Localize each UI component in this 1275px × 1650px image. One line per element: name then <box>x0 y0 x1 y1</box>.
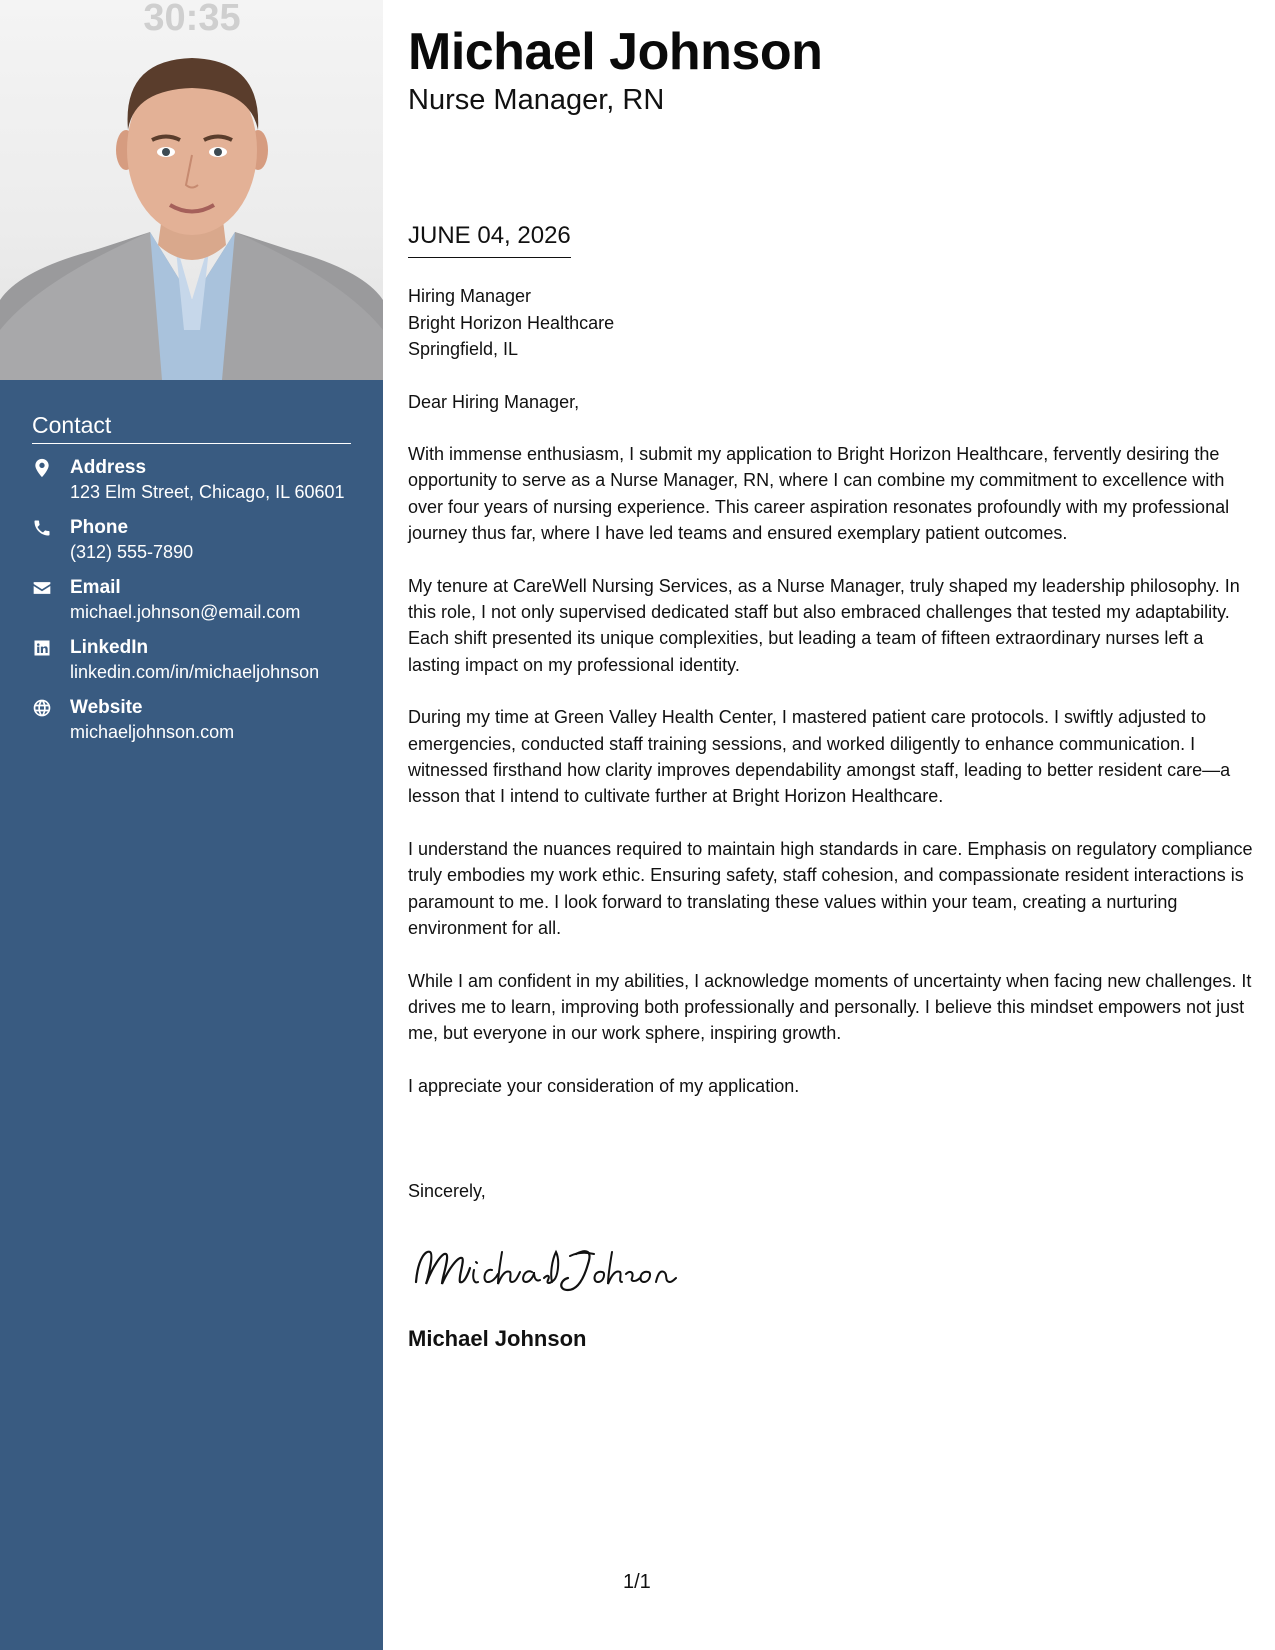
linkedin-value: linkedin.com/in/michaeljohnson <box>70 662 320 682</box>
contact-phone <box>32 516 351 564</box>
contact-linkedin <box>32 636 351 684</box>
profile-photo <box>0 0 383 380</box>
recipient-title: Hiring Manager <box>408 286 532 306</box>
globe-icon <box>32 696 70 718</box>
contact-website <box>32 696 351 744</box>
body-paragraph: While I am confident in my abilities, I acknowledge moments of uncertainty when facing new challenges. It drives me to learn, improving both professionally and personally. I believe this mindset empowers not just me, but everyone in our work sphere, inspiring growth. <box>408 970 1252 1044</box>
address-value: 123 Elm Street, Chicago, IL 60601 <box>70 482 345 502</box>
handwritten-signature <box>408 1238 678 1303</box>
map-pin-icon <box>32 456 70 478</box>
linkedin-label: LinkedIn <box>70 637 149 658</box>
email-value: michael.johnson@email.com <box>70 602 301 622</box>
applicant-name: Michael Johnson <box>408 23 823 81</box>
body-paragraph: My tenure at CareWell Nursing Services, as a Nurse Manager, truly shaped my leadership philosophy. In this role, I not only supervised dedicated staff but also embraced challenges that tested my adaptability. Each shift presented its unique complexities, but leading a team of fifteen extraordinary nurses left a lasting impact on my professional identity. <box>408 575 1240 675</box>
applicant-role: Nurse Manager, RN <box>408 84 665 116</box>
phone-value: (312) 555-7890 <box>70 542 194 562</box>
body-paragraph: I appreciate your consideration of my application. <box>408 1075 800 1096</box>
recipient-location: Springfield, IL <box>408 339 519 359</box>
body-paragraph: During my time at Green Valley Health Center, I mastered patient care protocols. I swiftly adjusted to emergencies, conducted staff training sessions, and worked diligently to enhance communication. I witnessed firsthand how clarity improves dependability amongst staff, leading to better resident care—a lesson that I intend to cultivate further at Bright Horizon Healthcare. <box>408 707 1231 807</box>
address-label: Address <box>70 457 147 478</box>
contact-heading: Contact <box>32 412 351 444</box>
recipient-block <box>408 283 614 363</box>
body-paragraph: I understand the nuances required to maintain high standards in care. Emphasis on regulatory compliance truly embodies my work ethic. Ensuring safety, staff cohesion, and compassionate resident interactions is paramount to me. I look forward to translating these values within your team, creating a nurturing environment for all. <box>408 838 1253 939</box>
signer-name: Michael Johnson <box>408 1326 587 1351</box>
contact-address <box>32 456 351 504</box>
page-number: 1/1 <box>623 1571 651 1593</box>
letter-date: JUNE 04, 2026 <box>408 222 571 258</box>
phone-label: Phone <box>70 517 129 538</box>
photo-overlay-time: 30:35 <box>143 0 241 39</box>
contact-email <box>32 576 351 624</box>
email-label: Email <box>70 577 121 598</box>
website-value: michaeljohnson.com <box>70 722 235 742</box>
envelope-icon <box>32 576 70 598</box>
linkedin-icon <box>32 636 70 658</box>
phone-icon <box>32 516 70 538</box>
contact-section <box>32 412 351 756</box>
body-paragraph: With immense enthusiasm, I submit my application to Bright Horizon Healthcare, fervently desiring the opportunity to serve as a Nurse Manager, RN, where I can combine my commitment to excellence with over four years of nursing experience. This career aspiration resonates profoundly with my professional journey thus far, where I have led teams and ensured exemplary patient outcomes. <box>408 444 1230 544</box>
closing: Sincerely, <box>408 1181 486 1201</box>
recipient-company: Bright Horizon Healthcare <box>408 312 615 333</box>
salutation: Dear Hiring Manager, <box>408 392 580 412</box>
sidebar <box>0 0 383 1650</box>
website-label: Website <box>70 697 143 718</box>
letter-body <box>408 441 1253 1125</box>
